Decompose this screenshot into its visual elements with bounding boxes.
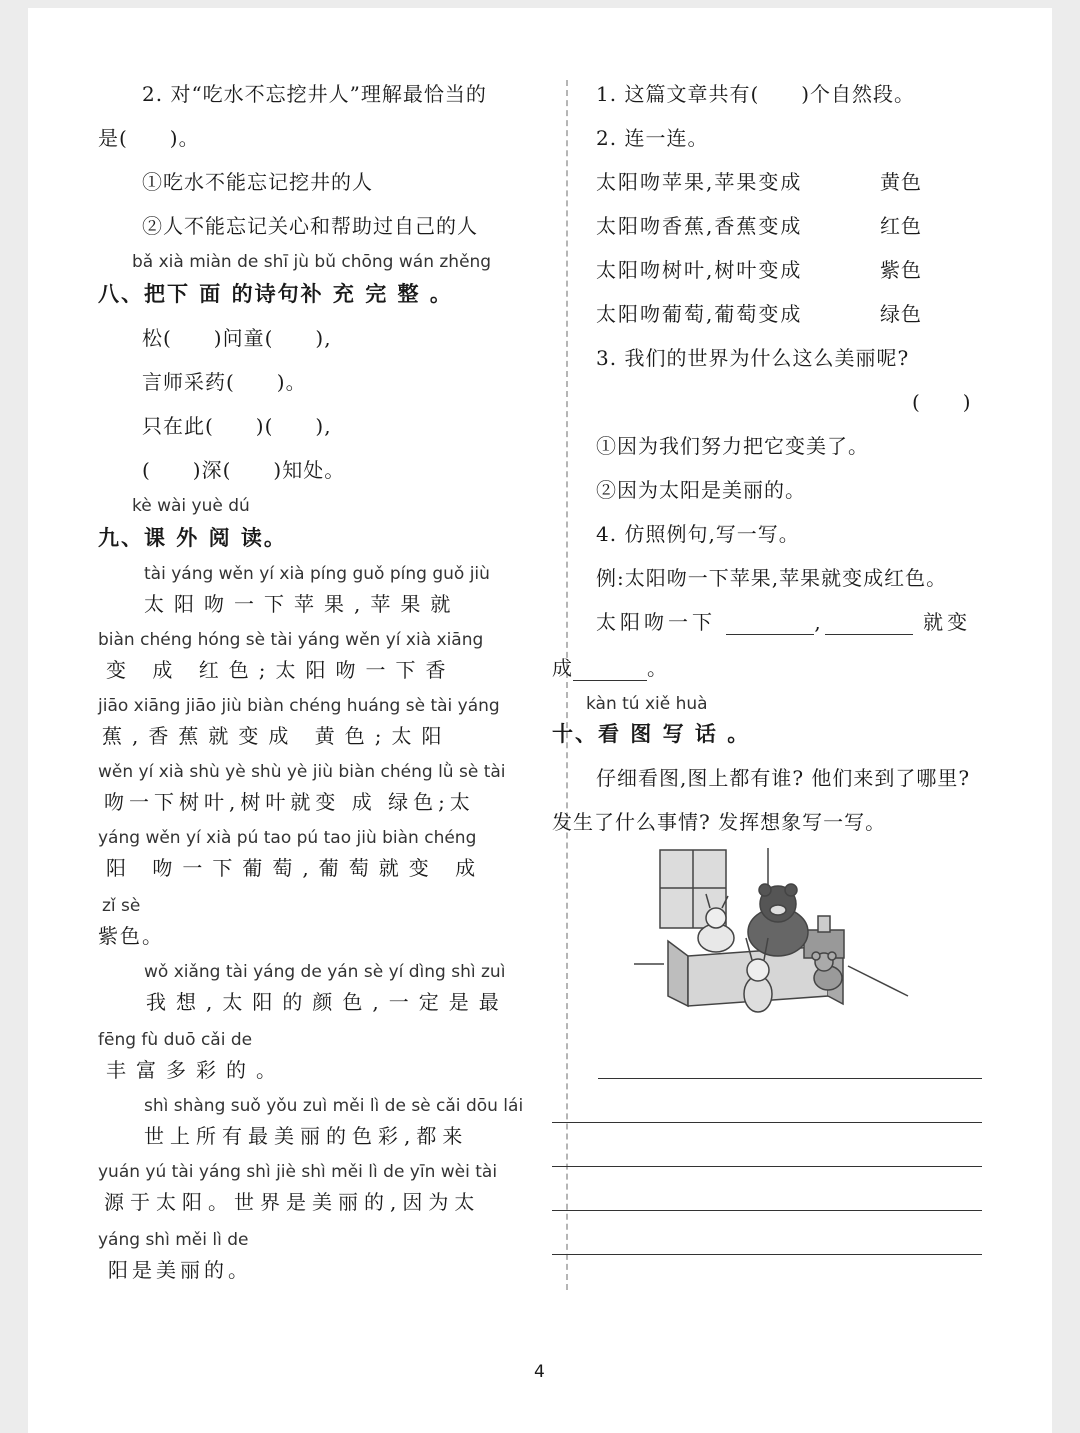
poem-line-1: 松( )问童( ), xyxy=(142,326,332,350)
reading-pinyin-9: shì shàng suǒ yǒu zuì měi lì de sè cǎi dōu lái xyxy=(144,1096,524,1116)
section10-title: 十、看 图 写 话 。 xyxy=(552,721,751,746)
r-question-3: 3. 我们的世界为什么这么美丽呢? xyxy=(596,346,910,370)
reading-line-1: 太阳吻一下苹果,苹果就 xyxy=(144,592,461,616)
reading-line-4: 吻一下树叶,树叶就变 成 绿色;太 xyxy=(104,790,475,814)
q4-fill-line2: 成 xyxy=(552,656,573,680)
r-question-4: 4. 仿照例句,写一写。 xyxy=(596,522,800,546)
section8-pinyin: bǎ xià miàn de shī jù bǔ chōng wán zhěng xyxy=(132,252,492,272)
q4-example: 例:太阳吻一下苹果,苹果就变成红色。 xyxy=(596,566,948,590)
worksheet-page xyxy=(28,8,1052,1433)
reading-line-8: 丰富多彩的。 xyxy=(106,1058,286,1082)
match-right-1: 黄色 xyxy=(880,170,922,194)
section10-prompt-2: 发生了什么事情? 发挥想象写一写。 xyxy=(552,810,887,834)
reading-pinyin-8: fēng fù duō cǎi de xyxy=(98,1030,253,1050)
reading-pinyin-6: zǐ sè xyxy=(102,896,141,916)
q2-option-1: ①吃水不能忘记挖井的人 xyxy=(142,170,373,194)
section9-title: 九、课 外 阅 读。 xyxy=(98,525,287,550)
q3-option-1: ①因为我们努力把它变美了。 xyxy=(596,434,869,458)
match-left-2: 太阳吻香蕉,香蕉变成 xyxy=(596,214,803,238)
bedroom-illustration xyxy=(628,846,928,1026)
column-divider xyxy=(566,80,568,1290)
q2-line1: 2. 对“吃水不忘挖井人”理解最恰当的 xyxy=(142,82,487,106)
reading-line-10: 源于太阳。世界是美丽的,因为太 xyxy=(104,1190,481,1214)
q4-comma: , xyxy=(814,610,825,634)
r-question-1: 1. 这篇文章共有( )个自然段。 xyxy=(596,82,916,106)
reading-pinyin-10: yuán yú tài yáng shì jiè shì měi lì de yīn wèi tài xyxy=(98,1162,498,1182)
reading-line-5: 阳 吻一下葡萄,葡萄就变 成 xyxy=(106,856,486,880)
reading-pinyin-1: tài yáng wěn yí xià píng guǒ píng guǒ jiù xyxy=(144,564,490,584)
section8-title: 八、把下 面 的诗句补 充 完 整 。 xyxy=(98,281,453,306)
section10-pinyin: kàn tú xiě huà xyxy=(586,694,708,714)
reading-pinyin-11: yáng shì měi lì de xyxy=(98,1230,249,1250)
writing-line-2[interactable] xyxy=(552,1122,982,1123)
r-question-2: 2. 连一连。 xyxy=(596,126,709,150)
match-left-3: 太阳吻树叶,树叶变成 xyxy=(596,258,803,282)
page-number: 4 xyxy=(534,1362,545,1382)
poem-line-4: ( )深( )知处。 xyxy=(142,458,346,482)
writing-line-1[interactable] xyxy=(598,1078,982,1079)
bed-headboard xyxy=(668,941,688,1006)
section9-pinyin: kè wài yuè dú xyxy=(132,496,250,516)
match-right-2: 红色 xyxy=(880,214,922,238)
writing-line-3[interactable] xyxy=(552,1166,982,1167)
poem-line-3: 只在此( )( ), xyxy=(142,414,332,438)
poem-line-2: 言师采药( )。 xyxy=(142,370,307,394)
reading-pinyin-3: jiāo xiāng jiāo jiù biàn chéng huáng sè tài yáng xyxy=(98,696,500,716)
match-left-4: 太阳吻葡萄,葡萄变成 xyxy=(596,302,803,326)
reading-pinyin-2: biàn chéng hóng sè tài yáng wěn yí xià xiāng xyxy=(98,630,484,650)
q4-fill-line-1 xyxy=(596,606,971,635)
writing-line-4[interactable] xyxy=(552,1210,982,1211)
match-right-3: 紫色 xyxy=(880,258,922,282)
reading-line-11: 阳是美丽的。 xyxy=(108,1258,252,1282)
reading-line-7: 我想,太阳的颜色,一定是最 xyxy=(146,990,509,1014)
reading-line-2: 变 成 红色;太阳吻一下香 xyxy=(106,658,456,682)
q3-answer-paren: ( ) xyxy=(912,390,972,414)
reading-line-9: 世上所有最美丽的色彩,都来 xyxy=(144,1124,469,1148)
q3-option-2: ②因为太阳是美丽的。 xyxy=(596,478,806,502)
q4-period: 。 xyxy=(647,656,668,680)
q2-option-2: ②人不能忘记关心和帮助过自己的人 xyxy=(142,214,478,238)
reading-pinyin-4: wěn yí xià shù yè shù yè jiù biàn chéng lǜ sè tài xyxy=(98,762,506,782)
section10-prompt-1: 仔细看图,图上都有谁? 他们来到了哪里? xyxy=(596,766,971,790)
reading-line-3: 蕉,香蕉就变成 黄色;太阳 xyxy=(102,724,452,748)
q4-blank-2[interactable] xyxy=(825,614,913,635)
q4-fill-line-2 xyxy=(552,652,668,681)
q4-fill-mid: 就变 xyxy=(923,610,972,634)
q4-blank-1[interactable] xyxy=(726,614,814,635)
match-right-4: 绿色 xyxy=(880,302,922,326)
reading-pinyin-5: yáng wěn yí xià pú tao pú tao jiù biàn chéng xyxy=(98,828,477,848)
q2-line2: 是( )。 xyxy=(98,126,200,150)
match-left-1: 太阳吻苹果,苹果变成 xyxy=(596,170,803,194)
writing-line-5[interactable] xyxy=(552,1254,982,1255)
q4-blank-3[interactable] xyxy=(573,660,647,681)
reading-pinyin-7: wǒ xiǎng tài yáng de yán sè yí dìng shì zuì xyxy=(144,962,506,982)
reading-line-6: 紫色。 xyxy=(98,924,164,948)
q4-fill-start: 太阳吻一下 xyxy=(596,610,716,634)
